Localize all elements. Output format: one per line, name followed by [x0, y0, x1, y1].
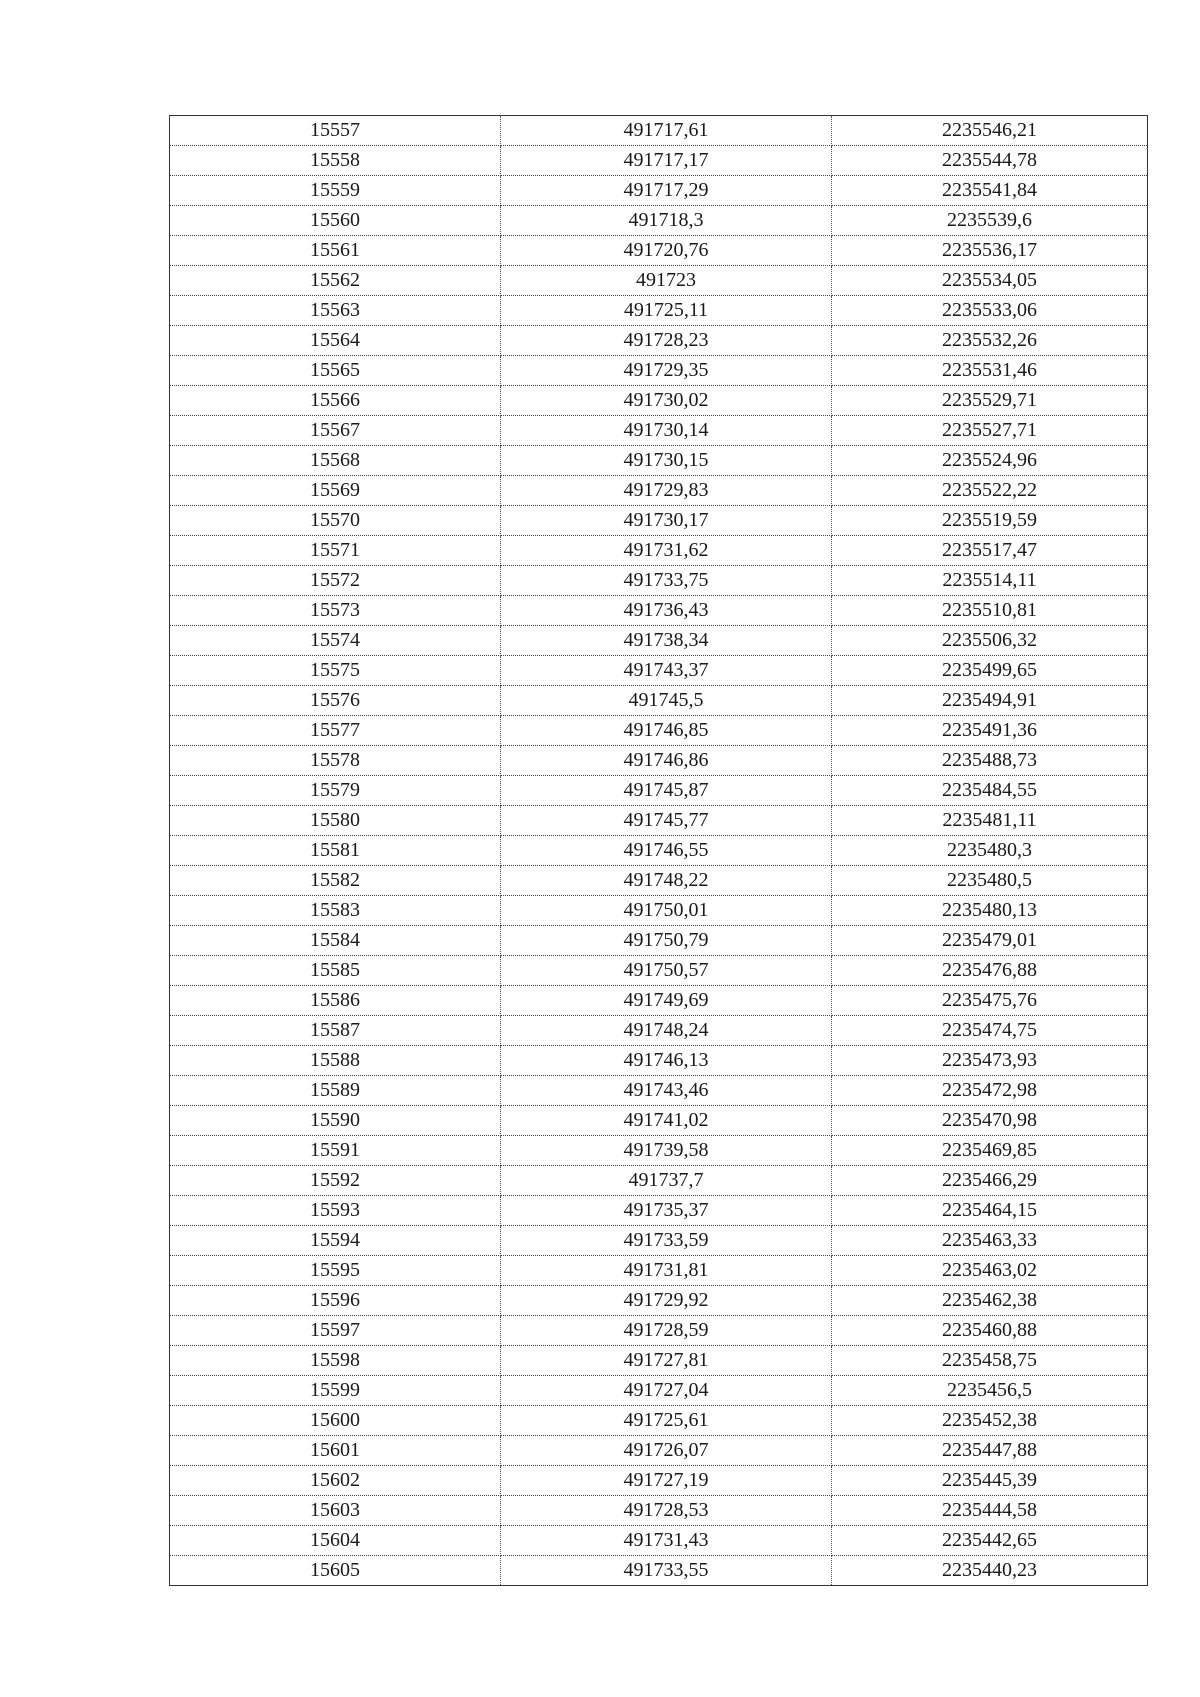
- x-coordinate-cell: 491733,75: [501, 566, 832, 596]
- coordinates-table: [169, 115, 1148, 1586]
- x-coordinate-cell: 491729,83: [501, 476, 832, 506]
- x-coordinate-cell: 491727,04: [501, 1376, 832, 1406]
- point-number-cell: 15602: [170, 1466, 501, 1496]
- table-row: [170, 146, 1148, 176]
- y-coordinate-cell: 2235544,78: [832, 146, 1148, 176]
- x-coordinate-cell: 491749,69: [501, 986, 832, 1016]
- point-number-cell: 15572: [170, 566, 501, 596]
- table-row: [170, 806, 1148, 836]
- table-row: [170, 1496, 1148, 1526]
- y-coordinate-cell: 2235519,59: [832, 506, 1148, 536]
- point-number-cell: 15586: [170, 986, 501, 1016]
- x-coordinate-cell: 491730,15: [501, 446, 832, 476]
- y-coordinate-cell: 2235456,5: [832, 1376, 1148, 1406]
- point-number-cell: 15593: [170, 1196, 501, 1226]
- point-number-cell: 15604: [170, 1526, 501, 1556]
- x-coordinate-cell: 491733,55: [501, 1556, 832, 1586]
- table-row: [170, 1466, 1148, 1496]
- y-coordinate-cell: 2235484,55: [832, 776, 1148, 806]
- point-number-cell: 15567: [170, 416, 501, 446]
- table-row: [170, 626, 1148, 656]
- y-coordinate-cell: 2235481,11: [832, 806, 1148, 836]
- point-number-cell: 15571: [170, 536, 501, 566]
- x-coordinate-cell: 491731,81: [501, 1256, 832, 1286]
- table-row: [170, 716, 1148, 746]
- table-row: [170, 1076, 1148, 1106]
- x-coordinate-cell: 491717,29: [501, 176, 832, 206]
- x-coordinate-cell: 491748,22: [501, 866, 832, 896]
- point-number-cell: 15600: [170, 1406, 501, 1436]
- table-row: [170, 596, 1148, 626]
- table-row: [170, 1376, 1148, 1406]
- table-row: [170, 1166, 1148, 1196]
- x-coordinate-cell: 491735,37: [501, 1196, 832, 1226]
- table-row: [170, 506, 1148, 536]
- point-number-cell: 15585: [170, 956, 501, 986]
- y-coordinate-cell: 2235469,85: [832, 1136, 1148, 1166]
- point-number-cell: 15579: [170, 776, 501, 806]
- table-row: [170, 746, 1148, 776]
- table-row: [170, 296, 1148, 326]
- point-number-cell: 15578: [170, 746, 501, 776]
- point-number-cell: 15560: [170, 206, 501, 236]
- x-coordinate-cell: 491745,87: [501, 776, 832, 806]
- x-coordinate-cell: 491750,79: [501, 926, 832, 956]
- point-number-cell: 15564: [170, 326, 501, 356]
- x-coordinate-cell: 491738,34: [501, 626, 832, 656]
- table-row: [170, 686, 1148, 716]
- x-coordinate-cell: 491743,37: [501, 656, 832, 686]
- table-row: [170, 1526, 1148, 1556]
- table-row: [170, 1196, 1148, 1226]
- y-coordinate-cell: 2235533,06: [832, 296, 1148, 326]
- y-coordinate-cell: 2235476,88: [832, 956, 1148, 986]
- point-number-cell: 15599: [170, 1376, 501, 1406]
- point-number-cell: 15557: [170, 116, 501, 146]
- point-number-cell: 15596: [170, 1286, 501, 1316]
- y-coordinate-cell: 2235510,81: [832, 596, 1148, 626]
- y-coordinate-cell: 2235531,46: [832, 356, 1148, 386]
- point-number-cell: 15558: [170, 146, 501, 176]
- x-coordinate-cell: 491746,86: [501, 746, 832, 776]
- table-row: [170, 1106, 1148, 1136]
- point-number-cell: 15584: [170, 926, 501, 956]
- point-number-cell: 15588: [170, 1046, 501, 1076]
- point-number-cell: 15594: [170, 1226, 501, 1256]
- table-row: [170, 176, 1148, 206]
- x-coordinate-cell: 491729,35: [501, 356, 832, 386]
- point-number-cell: 15601: [170, 1436, 501, 1466]
- table-row: [170, 416, 1148, 446]
- x-coordinate-cell: 491748,24: [501, 1016, 832, 1046]
- point-number-cell: 15592: [170, 1166, 501, 1196]
- x-coordinate-cell: 491746,85: [501, 716, 832, 746]
- x-coordinate-cell: 491725,11: [501, 296, 832, 326]
- y-coordinate-cell: 2235460,88: [832, 1316, 1148, 1346]
- y-coordinate-cell: 2235488,73: [832, 746, 1148, 776]
- table-row: [170, 1016, 1148, 1046]
- x-coordinate-cell: 491750,57: [501, 956, 832, 986]
- point-number-cell: 15569: [170, 476, 501, 506]
- x-coordinate-cell: 491745,5: [501, 686, 832, 716]
- table-row: [170, 926, 1148, 956]
- x-coordinate-cell: 491746,55: [501, 836, 832, 866]
- point-number-cell: 15590: [170, 1106, 501, 1136]
- table-row: [170, 1256, 1148, 1286]
- x-coordinate-cell: 491733,59: [501, 1226, 832, 1256]
- y-coordinate-cell: 2235462,38: [832, 1286, 1148, 1316]
- y-coordinate-cell: 2235499,65: [832, 656, 1148, 686]
- table-row: [170, 1046, 1148, 1076]
- x-coordinate-cell: 491741,02: [501, 1106, 832, 1136]
- y-coordinate-cell: 2235514,11: [832, 566, 1148, 596]
- y-coordinate-cell: 2235541,84: [832, 176, 1148, 206]
- table-row: [170, 836, 1148, 866]
- point-number-cell: 15575: [170, 656, 501, 686]
- table-row: [170, 986, 1148, 1016]
- table-row: [170, 356, 1148, 386]
- table-row: [170, 386, 1148, 416]
- x-coordinate-cell: 491728,59: [501, 1316, 832, 1346]
- point-number-cell: 15574: [170, 626, 501, 656]
- point-number-cell: 15565: [170, 356, 501, 386]
- y-coordinate-cell: 2235445,39: [832, 1466, 1148, 1496]
- table-row: [170, 1346, 1148, 1376]
- y-coordinate-cell: 2235536,17: [832, 236, 1148, 266]
- y-coordinate-cell: 2235442,65: [832, 1526, 1148, 1556]
- table-row: [170, 896, 1148, 926]
- table-row: [170, 326, 1148, 356]
- point-number-cell: 15561: [170, 236, 501, 266]
- x-coordinate-cell: 491750,01: [501, 896, 832, 926]
- y-coordinate-cell: 2235480,13: [832, 896, 1148, 926]
- x-coordinate-cell: 491743,46: [501, 1076, 832, 1106]
- point-number-cell: 15581: [170, 836, 501, 866]
- table-row: [170, 1226, 1148, 1256]
- table-row: [170, 116, 1148, 146]
- y-coordinate-cell: 2235529,71: [832, 386, 1148, 416]
- y-coordinate-cell: 2235458,75: [832, 1346, 1148, 1376]
- point-number-cell: 15573: [170, 596, 501, 626]
- x-coordinate-cell: 491737,7: [501, 1166, 832, 1196]
- x-coordinate-cell: 491718,3: [501, 206, 832, 236]
- point-number-cell: 15566: [170, 386, 501, 416]
- y-coordinate-cell: 2235472,98: [832, 1076, 1148, 1106]
- table-row: [170, 536, 1148, 566]
- table-row: [170, 446, 1148, 476]
- table-row: [170, 866, 1148, 896]
- x-coordinate-cell: 491723: [501, 266, 832, 296]
- point-number-cell: 15562: [170, 266, 501, 296]
- y-coordinate-cell: 2235447,88: [832, 1436, 1148, 1466]
- table-row: [170, 476, 1148, 506]
- y-coordinate-cell: 2235491,36: [832, 716, 1148, 746]
- point-number-cell: 15568: [170, 446, 501, 476]
- x-coordinate-cell: 491726,07: [501, 1436, 832, 1466]
- x-coordinate-cell: 491731,43: [501, 1526, 832, 1556]
- point-number-cell: 15598: [170, 1346, 501, 1376]
- table-row: [170, 956, 1148, 986]
- x-coordinate-cell: 491739,58: [501, 1136, 832, 1166]
- y-coordinate-cell: 2235517,47: [832, 536, 1148, 566]
- y-coordinate-cell: 2235534,05: [832, 266, 1148, 296]
- table-row: [170, 236, 1148, 266]
- table-row: [170, 1556, 1148, 1586]
- table-row: [170, 656, 1148, 686]
- point-number-cell: 15587: [170, 1016, 501, 1046]
- x-coordinate-cell: 491736,43: [501, 596, 832, 626]
- table-row: [170, 1136, 1148, 1166]
- point-number-cell: 15580: [170, 806, 501, 836]
- x-coordinate-cell: 491727,19: [501, 1466, 832, 1496]
- table-row: [170, 776, 1148, 806]
- x-coordinate-cell: 491720,76: [501, 236, 832, 266]
- y-coordinate-cell: 2235532,26: [832, 326, 1148, 356]
- y-coordinate-cell: 2235539,6: [832, 206, 1148, 236]
- y-coordinate-cell: 2235479,01: [832, 926, 1148, 956]
- point-number-cell: 15605: [170, 1556, 501, 1586]
- table-row: [170, 1316, 1148, 1346]
- x-coordinate-cell: 491731,62: [501, 536, 832, 566]
- y-coordinate-cell: 2235463,33: [832, 1226, 1148, 1256]
- table-row: [170, 206, 1148, 236]
- point-number-cell: 15583: [170, 896, 501, 926]
- point-number-cell: 15595: [170, 1256, 501, 1286]
- point-number-cell: 15576: [170, 686, 501, 716]
- y-coordinate-cell: 2235494,91: [832, 686, 1148, 716]
- y-coordinate-cell: 2235480,3: [832, 836, 1148, 866]
- point-number-cell: 15603: [170, 1496, 501, 1526]
- x-coordinate-cell: 491745,77: [501, 806, 832, 836]
- x-coordinate-cell: 491717,61: [501, 116, 832, 146]
- point-number-cell: 15563: [170, 296, 501, 326]
- y-coordinate-cell: 2235480,5: [832, 866, 1148, 896]
- y-coordinate-cell: 2235506,32: [832, 626, 1148, 656]
- x-coordinate-cell: 491727,81: [501, 1346, 832, 1376]
- table-row: [170, 1286, 1148, 1316]
- x-coordinate-cell: 491730,14: [501, 416, 832, 446]
- table-row: [170, 566, 1148, 596]
- x-coordinate-cell: 491730,02: [501, 386, 832, 416]
- y-coordinate-cell: 2235452,38: [832, 1406, 1148, 1436]
- x-coordinate-cell: 491725,61: [501, 1406, 832, 1436]
- x-coordinate-cell: 491717,17: [501, 146, 832, 176]
- y-coordinate-cell: 2235522,22: [832, 476, 1148, 506]
- coordinates-table-body: [170, 116, 1148, 1586]
- x-coordinate-cell: 491730,17: [501, 506, 832, 536]
- point-number-cell: 15559: [170, 176, 501, 206]
- y-coordinate-cell: 2235524,96: [832, 446, 1148, 476]
- table-row: [170, 266, 1148, 296]
- x-coordinate-cell: 491728,53: [501, 1496, 832, 1526]
- x-coordinate-cell: 491729,92: [501, 1286, 832, 1316]
- y-coordinate-cell: 2235474,75: [832, 1016, 1148, 1046]
- table-row: [170, 1406, 1148, 1436]
- y-coordinate-cell: 2235440,23: [832, 1556, 1148, 1586]
- y-coordinate-cell: 2235546,21: [832, 116, 1148, 146]
- point-number-cell: 15570: [170, 506, 501, 536]
- y-coordinate-cell: 2235470,98: [832, 1106, 1148, 1136]
- y-coordinate-cell: 2235464,15: [832, 1196, 1148, 1226]
- point-number-cell: 15582: [170, 866, 501, 896]
- y-coordinate-cell: 2235463,02: [832, 1256, 1148, 1286]
- y-coordinate-cell: 2235466,29: [832, 1166, 1148, 1196]
- x-coordinate-cell: 491728,23: [501, 326, 832, 356]
- table-row: [170, 1436, 1148, 1466]
- point-number-cell: 15591: [170, 1136, 501, 1166]
- y-coordinate-cell: 2235475,76: [832, 986, 1148, 1016]
- y-coordinate-cell: 2235527,71: [832, 416, 1148, 446]
- y-coordinate-cell: 2235444,58: [832, 1496, 1148, 1526]
- point-number-cell: 15589: [170, 1076, 501, 1106]
- x-coordinate-cell: 491746,13: [501, 1046, 832, 1076]
- y-coordinate-cell: 2235473,93: [832, 1046, 1148, 1076]
- point-number-cell: 15597: [170, 1316, 501, 1346]
- point-number-cell: 15577: [170, 716, 501, 746]
